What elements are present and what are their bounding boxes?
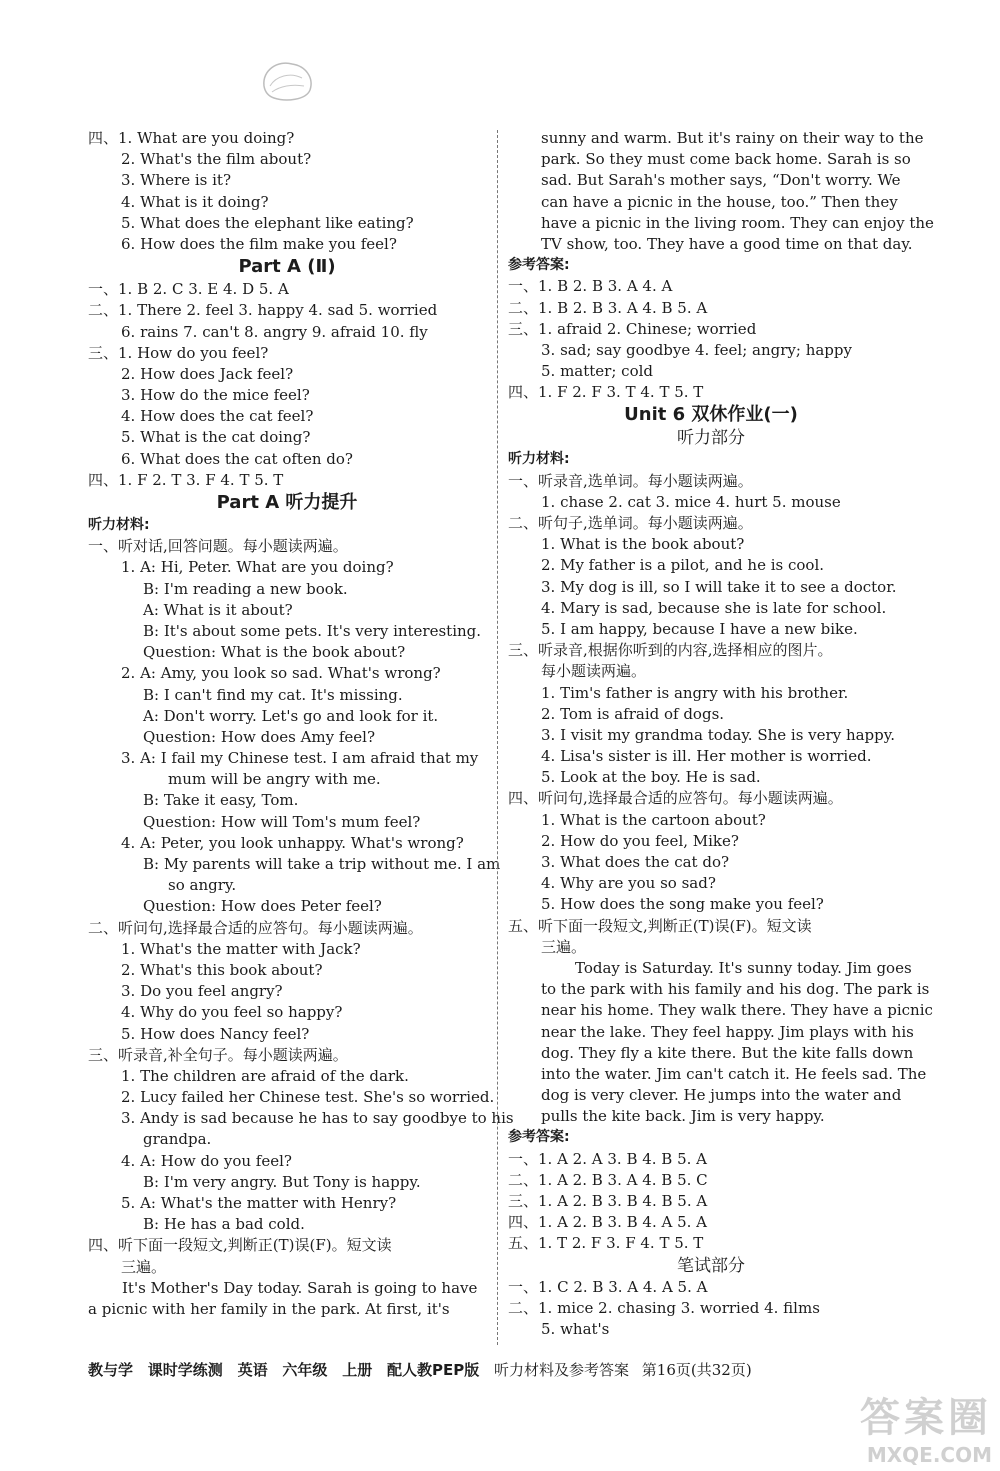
text-line: 二、听问句,选择最合适的应答句。每小题读两遍。 <box>88 918 423 937</box>
section-heading: Part A (Ⅱ) <box>238 256 336 278</box>
text-line: 5. A: What's the matter with Henry? <box>121 1194 397 1212</box>
text-line: 二、1. There 2. feel 3. happy 4. sad 5. worried <box>88 301 438 320</box>
text-line: 1. The children are afraid of the dark. <box>121 1066 409 1085</box>
text-line: 二、听句子,选单词。每小题读两遍。 <box>508 514 753 532</box>
section-heading: 听力部分 <box>677 428 745 449</box>
text-line: 3. How do the mice feel? <box>121 386 310 405</box>
text-line: 3. I visit my grandma today. She is very happy. <box>541 725 896 744</box>
page-footer <box>88 1359 908 1380</box>
text-line: near his home. They walk there. They have a picnic <box>541 1001 933 1020</box>
text-line: 四、1. A 2. B 3. B 4. A 5. A <box>508 1213 708 1232</box>
text-line: 2. Tom is afraid of dogs. <box>541 704 725 723</box>
text-line: 四、1. What are you doing? <box>88 129 295 147</box>
text-line: 参考答案: <box>508 257 570 274</box>
text-line: 5. How does the song make you feel? <box>541 895 824 914</box>
text-line: B: I can't find my cat. It's missing. <box>143 685 403 704</box>
section-heading: Unit 6 双休作业(一) <box>624 404 798 426</box>
text-line: 4. How does the cat feel? <box>121 407 314 426</box>
text-line: 4. Lisa's sister is ill. Her mother is worried. <box>541 747 872 766</box>
text-line: dog is very clever. He jumps into the water and <box>541 1086 902 1105</box>
footer-section: 听力材料及参考答案 <box>494 1361 630 1379</box>
text-line: TV show, too. They have a good time on that day. <box>541 234 913 253</box>
text-line: sunny and warm. But it's rainy on their way to the <box>541 129 924 147</box>
text-line: 4. Why do you feel so happy? <box>121 1003 343 1022</box>
text-line: 4. A: Peter, you look unhappy. What's wrong? <box>121 833 464 852</box>
text-line: 2. How does Jack feel? <box>121 364 294 383</box>
text-line: pulls the kite back. Jim is very happy. <box>541 1107 825 1126</box>
text-line: Today is Saturday. It's sunny today. Jim goes <box>575 958 912 977</box>
text-line: Question: How does Amy feel? <box>143 727 376 746</box>
text-line: 5. Look at the boy. He is sad. <box>541 768 761 787</box>
watermark-text: 答案圈 <box>860 1395 992 1441</box>
text-line: 三、1. afraid 2. Chinese; worried <box>508 319 757 338</box>
text-line: 五、1. T 2. F 3. F 4. T 5. T <box>508 1234 704 1253</box>
right-column <box>508 128 934 1340</box>
footer-brand: 教与学 <box>88 1361 134 1379</box>
text-line: B: My parents will take a trip without me. I am <box>143 855 501 873</box>
text-line: 6. How does the film make you feel? <box>121 234 397 253</box>
text-line: 三遍。 <box>121 1257 167 1276</box>
text-line: 三、听录音,根据你听到的内容,选择相应的图片。 <box>508 641 833 660</box>
text-line: 四、听下面一段短文,判断正(T)误(F)。短文读 <box>88 1236 392 1255</box>
text-line: 1. What is the cartoon about? <box>541 810 766 829</box>
stamp-seal <box>256 56 318 104</box>
text-line: 三、1. How do you feel? <box>88 343 269 362</box>
text-line: 2. Lucy failed her Chinese test. She's so worried. <box>121 1088 495 1107</box>
text-line: 一、1. A 2. A 3. B 4. B 5. A <box>508 1149 708 1168</box>
text-line: Question: What is the book about? <box>143 643 406 662</box>
text-line: B: I'm very angry. But Tony is happy. <box>143 1172 421 1191</box>
text-line: 1. A: Hi, Peter. What are you doing? <box>121 558 394 577</box>
footer-grade: 六年级 <box>282 1361 328 1379</box>
section-heading: 笔试部分 <box>677 1255 745 1276</box>
text-line: 三、1. A 2. B 3. B 4. B 5. A <box>508 1192 708 1210</box>
section-heading: Part A 听力提升 <box>216 492 358 513</box>
text-line: 6. What does the cat often do? <box>121 449 353 468</box>
footer-edition: 配人教PEP版 <box>386 1361 480 1379</box>
text-line: 参考答案: <box>508 1129 570 1146</box>
text-line: Question: How does Peter feel? <box>143 897 382 916</box>
text-line: 5. I am happy, because I have a new bike. <box>541 619 858 638</box>
text-line: 四、听问句,选择最合适的应答句。每小题读两遍。 <box>508 789 843 808</box>
text-line: 6. rains 7. can't 8. angry 9. afraid 10. fly <box>121 322 428 341</box>
text-line: 5. What does the elephant like eating? <box>121 213 414 232</box>
text-line: 3. What does the cat do? <box>541 853 730 871</box>
text-line: B: It's about some pets. It's very interesting. <box>143 621 482 640</box>
text-line: into the water. Jim can't catch it. He feels sad. The <box>541 1064 927 1083</box>
text-line: dog. They fly a kite there. But the kite falls down <box>541 1043 914 1062</box>
text-line: 听力材料: <box>88 517 150 533</box>
text-line: 3. Where is it? <box>121 171 231 190</box>
text-line: 一、1. B 2. C 3. E 4. D 5. A <box>88 280 289 299</box>
left-column <box>88 128 514 1320</box>
text-line: 5. What is the cat doing? <box>121 428 311 447</box>
text-line: 5. what's <box>541 1319 610 1338</box>
footer-volume: 上册 <box>342 1361 373 1379</box>
text-line: 1. chase 2. cat 3. mice 4. hurt 5. mouse <box>541 492 841 511</box>
text-line: 2. A: Amy, you look so sad. What's wrong? <box>121 664 441 683</box>
text-line: A: What is it about? <box>143 600 293 619</box>
text-line: 2. How do you feel, Mike? <box>541 831 739 850</box>
text-line: 3. My dog is ill, so I will take it to see a doctor. <box>541 577 897 596</box>
text-line: 3. A: I fail my Chinese test. I am afraid that my <box>121 749 479 768</box>
text-line: 2. What's this book about? <box>121 960 323 979</box>
text-line: 四、1. F 2. T 3. F 4. T 5. T <box>88 470 284 489</box>
text-line: 一、听录音,选单词。每小题读两遍。 <box>508 471 753 490</box>
text-line: 3. Do you feel angry? <box>121 982 283 1001</box>
text-line: 4. Why are you so sad? <box>541 874 716 893</box>
text-line: 三、听录音,补全句子。每小题读两遍。 <box>88 1045 348 1064</box>
text-line: 五、听下面一段短文,判断正(T)误(F)。短文读 <box>508 916 812 935</box>
text-line: Question: How will Tom's mum feel? <box>143 812 421 831</box>
text-line: near the lake. They feel happy. Jim plays with his <box>541 1022 914 1041</box>
watermark-logo <box>860 1386 992 1467</box>
text-line: 3. Andy is sad because he has to say goodbye to his <box>121 1109 514 1128</box>
text-line: 四、1. F 2. F 3. T 4. T 5. T <box>508 383 704 402</box>
text-line: 4. What is it doing? <box>121 192 269 211</box>
text-line: 2. What's the film about? <box>121 150 312 169</box>
footer-subject: 英语 <box>237 1361 268 1379</box>
text-line: 4. A: How do you feel? <box>121 1151 292 1170</box>
text-line: A: Don't worry. Let's go and look for it. <box>143 706 439 725</box>
text-line: B: Take it easy, Tom. <box>143 791 299 810</box>
text-line: grandpa. <box>143 1130 212 1149</box>
text-line: 4. Mary is sad, because she is late for school. <box>541 598 887 617</box>
footer-series: 课时学练测 <box>147 1361 223 1379</box>
text-line: B: He has a bad cold. <box>143 1215 305 1234</box>
text-line: a picnic with her family in the park. At first, it's <box>88 1299 450 1318</box>
watermark-url: MXQE.COM <box>866 1443 992 1467</box>
column-divider <box>497 130 498 1345</box>
text-line: 一、1. C 2. B 3. A 4. A 5. A <box>508 1277 708 1296</box>
text-line: 1. Tim's father is angry with his brother. <box>541 683 849 702</box>
text-line: 1. What's the matter with Jack? <box>121 939 361 958</box>
text-line: 听力材料: <box>508 451 570 468</box>
text-line: It's Mother's Day today. Sarah is going to have <box>122 1278 478 1297</box>
text-line: so angry. <box>168 876 237 895</box>
text-line: 5. How does Nancy feel? <box>121 1024 310 1043</box>
text-line: 一、1. B 2. B 3. A 4. A <box>508 277 673 296</box>
text-line: 3. sad; say goodbye 4. feel; angry; happy <box>541 340 852 359</box>
text-line: mum will be angry with me. <box>168 770 381 789</box>
text-line: to the park with his family and his dog. The park is <box>541 980 930 999</box>
text-line: 5. matter; cold <box>541 362 654 381</box>
text-line: 每小题读两遍。 <box>541 662 647 681</box>
text-line: B: I'm reading a new book. <box>143 579 348 598</box>
text-line: park. So they must come back home. Sarah is so <box>541 150 911 169</box>
footer-page-number: 第16页(共32页) <box>641 1361 752 1379</box>
text-line: sad. But Sarah's mother says, “Don't worry. We <box>541 171 901 190</box>
text-line: have a picnic in the living room. They can enjoy the <box>541 213 934 232</box>
text-line: 一、听对话,回答问题。每小题读两遍。 <box>88 537 348 556</box>
text-line: can have a picnic in the house, too.” Then they <box>541 192 898 211</box>
text-line: 1. What is the book about? <box>541 535 745 554</box>
text-line: 二、1. B 2. B 3. A 4. B 5. A <box>508 298 708 317</box>
text-line: 二、1. mice 2. chasing 3. worried 4. films <box>508 1298 820 1317</box>
text-line: 三遍。 <box>541 937 587 956</box>
text-line: 2. My father is a pilot, and he is cool. <box>541 556 825 575</box>
text-line: 二、1. A 2. B 3. A 4. B 5. C <box>508 1170 708 1189</box>
